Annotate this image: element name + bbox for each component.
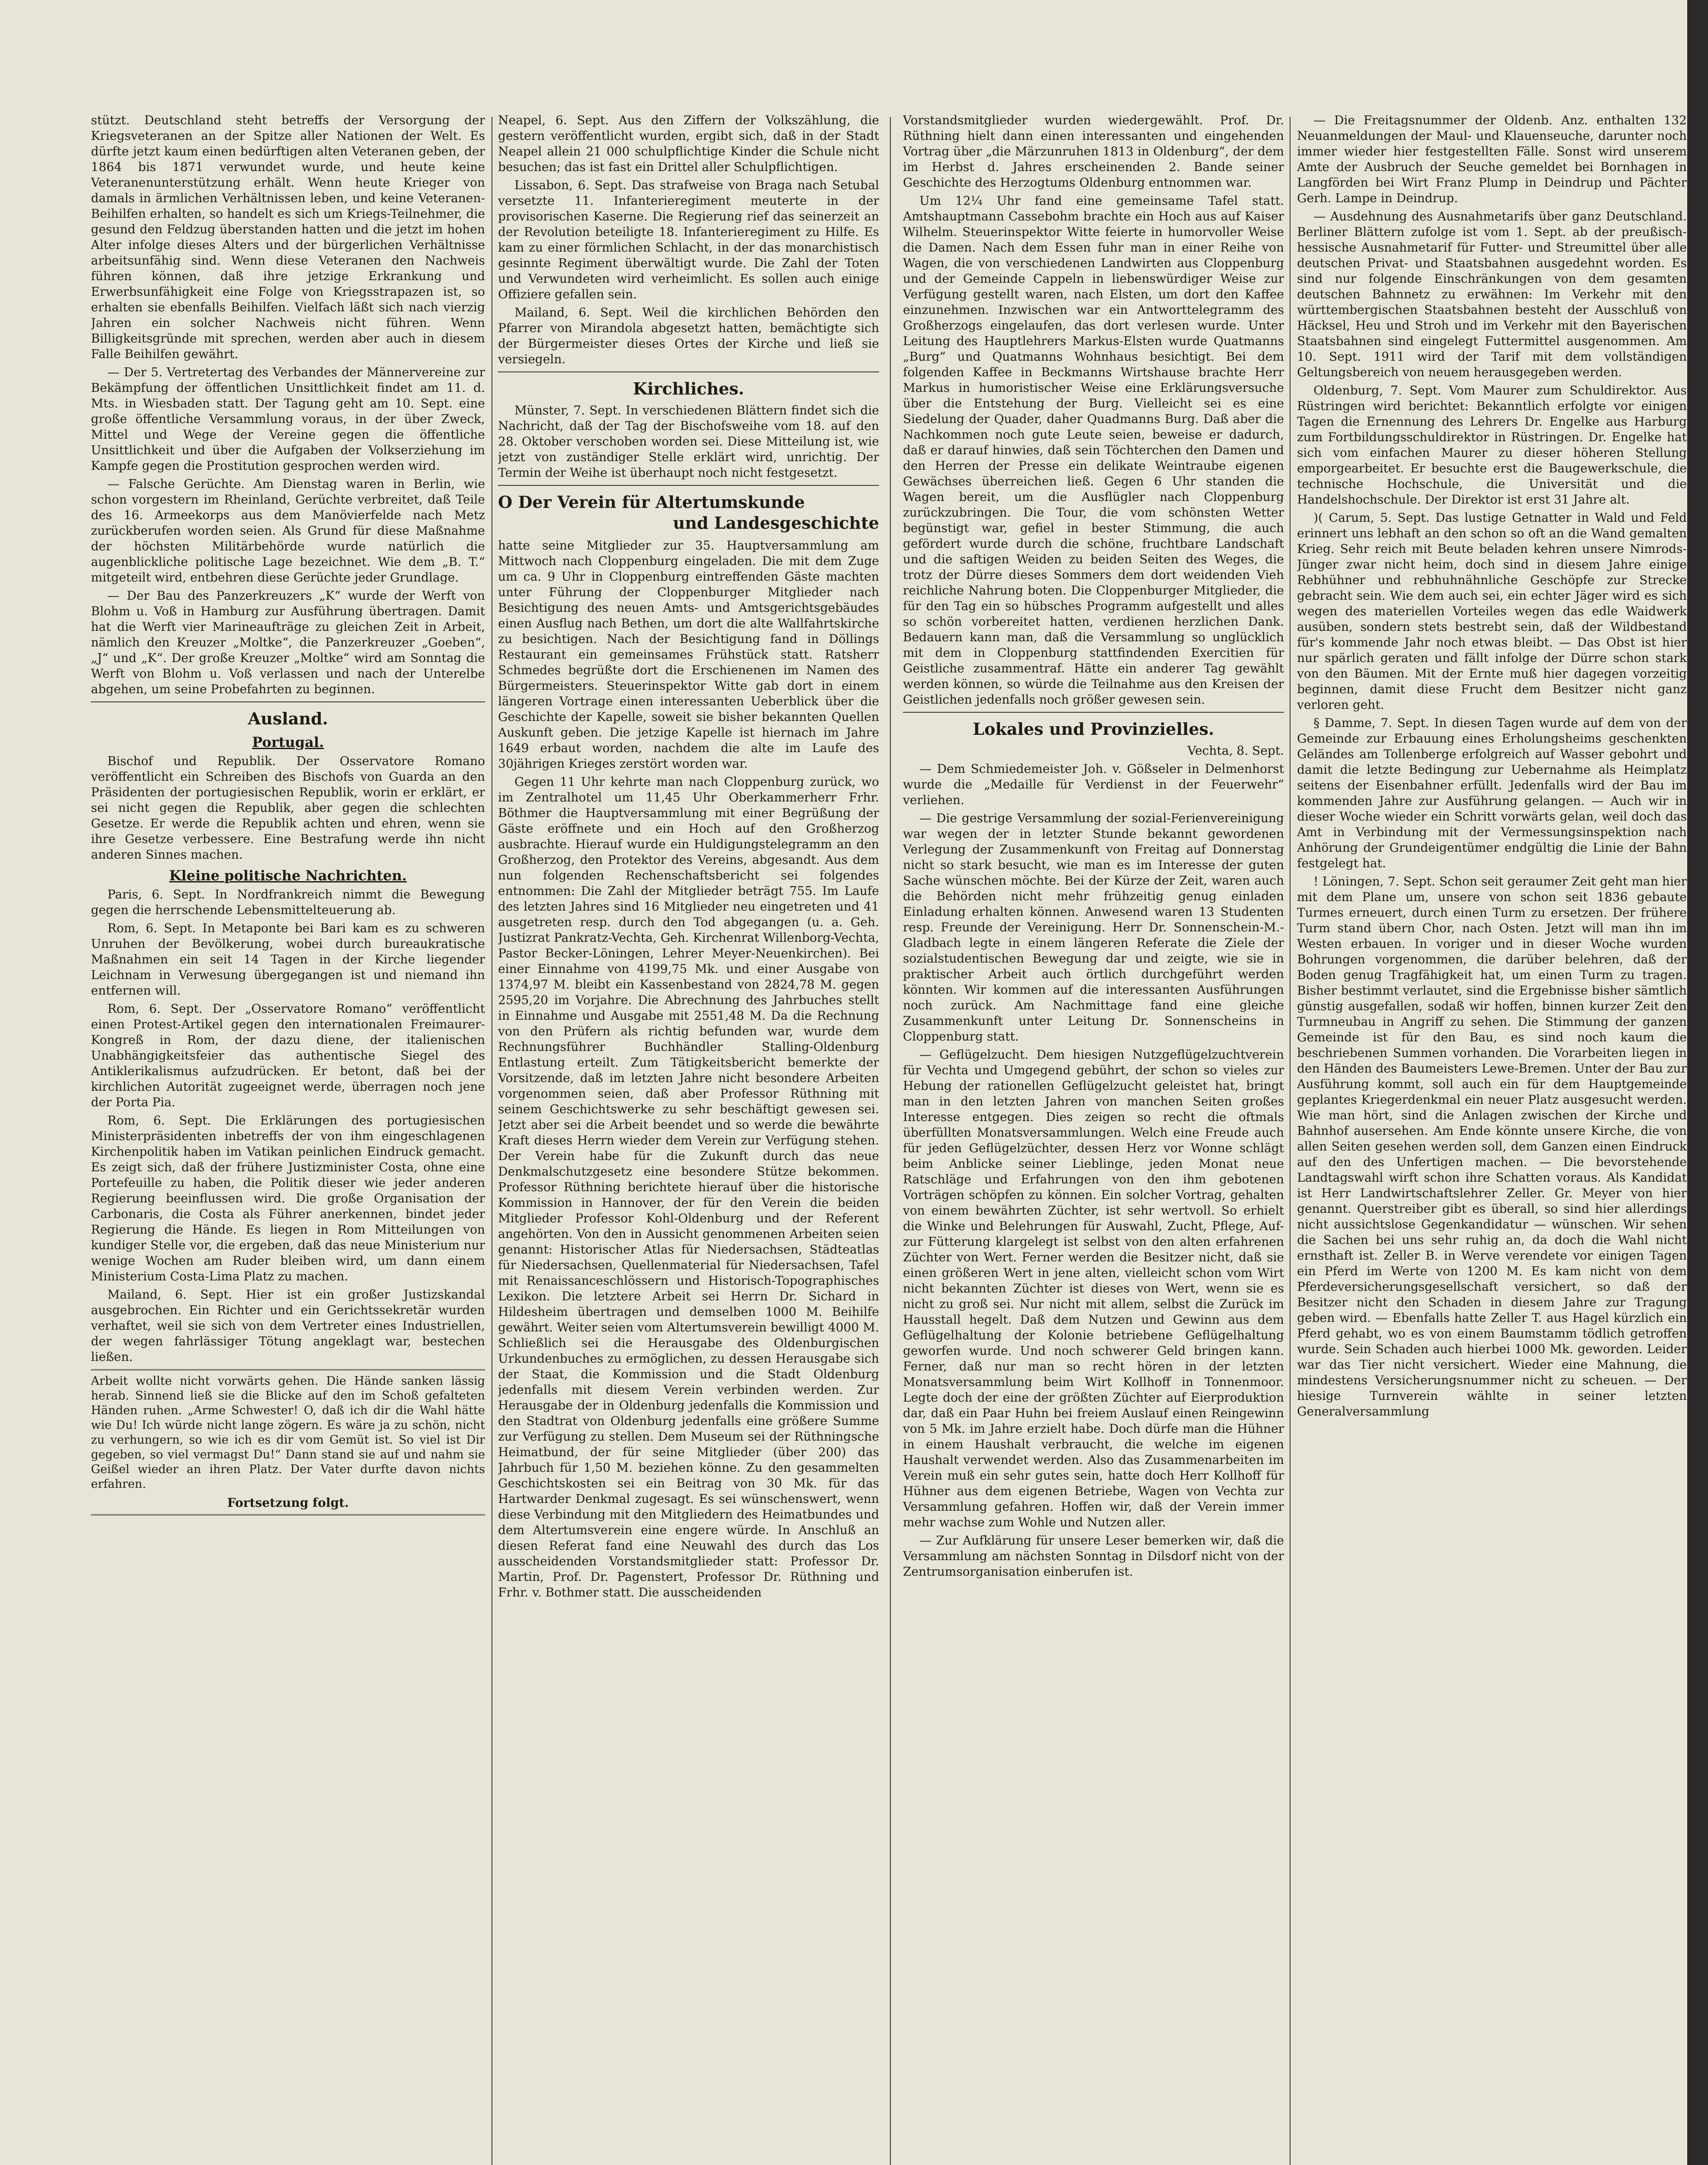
article-paragraph: Rom, 6. Sept. Die Erklärungen des portugiesischen Ministerpräsidenten inbetreffs der von ihm eingeschlagenen Kirchenpolitik haben im Vatikan peinlichen Eindruck gemacht. Es zeigt sich, daß der frühere Justizminister Costa, ohne eine Portefeuille zu haben, die Politik dieser wie jeder anderen Regierung beeinflussen wird. Die große Organisation der Carbonaris, die Costa als Führer anerkennen, bindet jeder Regierung die Hände. Es liegen in Rom Mitteilungen von kundiger Stelle vor, die ergeben, daß das neue Ministerium nur wenige Wochen am Ruder bleiben wird, um dann einem Ministerium Costa-Lima Platz zu machen.	[91, 1113, 485, 1283]
column-rule	[1290, 117, 1291, 2165]
feuilleton-box	[91, 1369, 485, 1516]
column-3	[903, 113, 1284, 2165]
article-paragraph: — Falsche Gerüchte. Am Dienstag waren in Berlin, wie schon vorgestern im Rheinland, Gerüchte verbreitet, daß Teile des 16. Armeekorps aus dem Manövierfelde nach Metz zurückberufen worden seien. Als Grund für diese Maßnahme der höchsten Militärbehörde wurde natürlich die augenblickliche politische Lage bezeichnet. Wie dem „B. T.“ mitgeteilt wird, entbehren diese Gerüchte jeder Grundlage.	[91, 477, 485, 585]
article-paragraph: — Die gestrige Versammlung der sozial-Ferienvereinigung war wegen der in letzter Stunde bekannt gewordenen Verlegung der Zusammenkunft von Freitag auf Donnerstag nicht so stark besucht, wie man es im Interesse der guten Sache wünschen möchte. Bei der Kürze der Zeit, waren auch die Behörden nicht mehr frühzeitig genug einladen Einladung erhalten können. Anwesend waren 13 Studenten resp. Freunde der Vereinigung. Herr Dr. Sonnenschein-M.-Gladbach legte in einem längeren Referate die Ziele der sozialstudentischen Bewegung dar und zeigte, wie sie in praktischer Arbeit auch örtlich durchgeführt werden könnten. Wir kommen auf die interessanten Ausführungen noch zurück. Am Nachmittage fand eine gleiche Zusammenkunft unter Leitung Dr. Sonnenscheins in Cloppenburg statt.	[903, 811, 1284, 1044]
divider	[903, 712, 1284, 713]
article-paragraph: § Damme, 7. Sept. In diesen Tagen wurde auf dem von der Gemeinde zur Erbauung eines Erholungsheims geschenkten Geländes am Tollenberge erfolgreich auf Wasser gebohrt und damit die letzte Bedingung zur Uebernahme als Heimplatz seitens der Eisenbahner erfüllt. Jedenfalls wird der Bau im kommenden Jahre zur Ausführung gelangen. — Auch wir in dieser Woche wieder ein Schritt vorwärts gelan, weil doch das Amt in Verbindung mit der Vermessungsinspektion nach Anhörung der Grundeigentümer endgültig die Linie der Bahn festgelegt hat.	[1297, 716, 1687, 870]
headline-line-2: und Landesgeschichte	[673, 513, 879, 533]
article-paragraph: stützt. Deutschland steht betreffs der Versorgung der Kriegsveteranen an der Spitze aller Nationen der Welt. Es dürfte jetzt kaum einen bedürftigen alten Veteranen geben, der 1864 bis 1871 verwundet wurde, und heute keine Veteranenunterstützung erhält. Wenn heute Krieger von damals in ärmlichen Verhältnissen leben, und keine Veteranen-Beihilfen erhalten, so handelt es sich um Kriegs-Teilnehmer, die gesund den Feldzug überstanden hatten und die jetzt im hohen Alter infolge dieses Alters und der bürgerlichen Verhältnisse arbeitsunfähig sind. Wenn diese Veteranen den Nachweis führen können, daß ihre jetzige Erkrankung und Erwerbsunfähigkeit eine Folge von Kriegsstrapazen ist, so erhalten sie ebenfalls Beihilfen. Vielfach läßt sich nach vierzig Jahren ein solcher Nachweis nicht führen. Wenn Billigkeitsgründe mit sprechen, werden aber auch in diesem Falle Beihilfen gewährt.	[91, 113, 485, 361]
article-paragraph: Neapel, 6. Sept. Aus den Ziffern der Volkszählung, die gestern veröffentlicht wurden, ergibt sich, daß in der Stadt Neapel allein 21 000 schulpflichtige Kinder die Schule nicht besuchen; das ist fast ein Drittel aller Schulpflichtigen.	[498, 113, 879, 174]
divider	[91, 701, 485, 702]
column-4	[1297, 113, 1687, 2165]
section-heading: Lokales und Provinzielles.	[973, 719, 1214, 739]
article-paragraph: — Der Bau des Panzerkreuzers „K“ wurde der Werft von Blohm u. Voß in Hamburg zur Ausführung übertragen. Damit hat die Werft vier Marineaufträge zu gleichen Zeit in Arbeit, nämlich den Kreuzer „Moltke“, die Panzerkreuzer „Goeben“, „J“ und „K“. Der große Kreuzer „Moltke“ wird am Sonntag die Werft von Blohm u. Voß verlassen und nach der Unterelbe abgehen, um seine Probefahrten zu beginnen.	[91, 588, 485, 696]
headline-line-1: O Der Verein für Altertumskunde	[498, 492, 805, 512]
article-paragraph: Gegen 11 Uhr kehrte man nach Cloppenburg zurück, wo im Zentralhotel um 11,45 Uhr Oberkammerherr Frhr. Böthmer die Hauptversammlung mit einer Begrüßung der Gäste eröffnete und ein Hoch auf den Großherzog ausbrachte. Hierauf wurde ein Huldigungstelegramm an den Großherzog, den Protektor des Vereins, abgesandt. Aus dem nun folgenden Rechenschaftsbericht sei folgendes entnommen: Die Zahl der Mitglieder beträgt 755. Im Laufe des letzten Jahres sind 16 Mitglieder neu eingetreten und 41 ausgetreten resp. durch den Tod abgegangen (u. a. Geh. Justizrat Pankratz-Vechta, Geh. Kirchenrat Willenborg-Vechta, Pastor Becker-Löningen, Lehrer Meyer-Neuenkirchen). Bei einer Einnahme von 4199,75 Mk. und einer Ausgabe von 1374,97 M. bleibt ein Kassenbestand von 2824,78 M. gegen 2595,20 im Vorjahre. Die Abrechnung des Jahrbuches stellt in Einnahme und Ausgabe mit 2551,48 M. Da die Rechnung von den Prüfern als richtig befunden war, wurde dem Rechnungsführer Buchhändler Stalling-Oldenburg Entlastung erteilt. Zum Tätigkeitsbericht bemerkte der Vorsitzende, daß im letzten Jahre nicht besondere Arbeiten vorgenommen seien, daß aber Professor Rüthning mit seinem Geschichtswerke zu sehr beschäftigt gewesen sei. Jetzt aber sei die Arbeit beendet und so werde die bewährte Kraft dieses Herrn wieder dem Verein zur Verfügung stehen. Der Verein habe für die Zukunft durch das neue Denkmalschutzgesetz eine besondere Stütze bekommen. Professor Rüthning berichtete hierauf über die historische Kommission in Hannover, der für den Verein die beiden Mitglieder Professor Kohl-Oldenburg und der Referent angehörten. Von den in Aussicht genommenen Arbeiten seien genannt: Historischer Atlas für Niedersachsen, Städteatlas für Niedersachsen, Quellenmaterial für Niedersachsen, Tafel mit Renaissanceschlössern und Historisch-Topographisches Lexikon. Die letztere Arbeit sei Herrn Dr. Sichard in Hildesheim übertragen und demselben 1000 M. Beihilfe gewährt. Weiter seien vom Altertumsverein bewilligt 4000 M. Schließlich sei die Herausgabe des Oldenburgischen Urkundenbuches zu ermöglichen, zu dessen Herausgabe sich der Staat, die Kommission und die Stadt Oldenburg jedenfalls mit diesem Verein verbinden werden. Zur Herausgabe der in Oldenburg jedenfalls die Kommission und den Stadtrat von Oldenburg jedenfalls eine größere Summe zur Verfügung zu stellen. Dem Museum sei der Rüthningsche Heimatbund, der für seine Mitglieder (über 200) das Jahrbuch für 1,50 M. beziehen könne. Zu den gesammelten Geschichtskosten sei ein Beitrag von 30 Mk. für das Hartwarder Denkmal zugesagt. Es sei wünschenswert, wenn diese Verbindung mit den Mitgliedern des Heimatbundes und dem Altertumsverein eine engere würde. In Anschluß an diesen Referat fand eine Neuwahl des durch das Los ausscheidenden Vorstandsmitglieder statt: Professor Dr. Martin, Prof. Dr. Pagenstert, Professor Dr. Rüthning und Frhr. v. Bothmer statt. Die ausscheidenden	[498, 775, 879, 1600]
subsection-heading: Portugal.	[252, 734, 324, 750]
continuation-note: Fortsetzung folgt.	[227, 1496, 349, 1510]
column-1	[91, 113, 485, 2165]
article-paragraph: Bischof und Republik. Der Osservatore Romano veröffentlicht ein Schreiben des Bischofs von Guarda an den Präsidenten der portugiesischen Republik, worin er erklärt, er sei nicht gegen die Republik, aber gegen die schlechten Gesetze. Er werde die Republik achten und ehren, wenn sie ihre Gesetze verbessere. Eine Bestrafung werde ihn nicht anderen Sinnes machen.	[91, 754, 485, 862]
section-heading: Ausland.	[248, 709, 328, 728]
article-paragraph: Oldenburg, 7. Sept. Vom Maurer zum Schuldirektor. Aus Rüstringen wird berichtet: Bekanntlich erfolgte vor einigen Tagen die Ernennung des Lehrers Dr. Engelke aus Harburg zum Fortbildungsschuldirektor in Rüstringen. Dr. Engelke hat sich vom einfachen Maurer zu dieser höheren Stellung emporgearbeitet. Er besuchte erst die Baugewerkschule, die technische Hochschule, die Universität und die Handelshochschule. Der Direktor ist erst 31 Jahre alt.	[1297, 383, 1687, 507]
article-paragraph: Lissabon, 6. Sept. Das strafweise von Braga nach Setubal versetzte 11. Infanterieregiment meuterte in der provisorischen Kaserne. Die Regierung rief das seinerzeit an der Revolution beteiligte 18. Infanterieregiment zu Hilfe. Es kam zu einer förmlichen Schlacht, in der das monarchistisch gesinnte Regiment überwältigt wurde. Die Zahl der Toten und Verwundeten wird verheimlicht. Es sollen auch einige Offiziere gefallen sein.	[498, 178, 879, 301]
column-rule	[890, 117, 891, 2165]
article-paragraph: )( Carum, 5. Sept. Das lustige Getnatter in Wald und Feld erinnert uns lebhaft an den schon so oft an die Wand gemalten Krieg. Sehr reich mit Beute beladen kehren unsere Nimrods-Jünger zwar nicht heim, doch sind in diesem Jahre einige Rebhühner und rebhuhnähnliche Geschöpfe zur Strecke gebracht sein. Wie dem auch sei, ein echter Jäger wird es sich wegen des materiellen Vorteiles wegen das edle Waidwerk ausüben, sondern stets bestrebt sein, daß der Wildbestand für's kommende Jahr noch etwas bleibt. — Das Obst ist hier nur spärlich geraten und fällt infolge der Dürre schon stark von den Bäumen. Mit der Ernte muß hier dagegen vorzeitig beginnen, damit diese Frucht dem Besitzer nicht ganz verloren geht.	[1297, 511, 1687, 712]
article-paragraph: Rom, 6. Sept. Der „Osservatore Romano“ veröffentlicht einen Protest-Artikel gegen den internationalen Freimaurer-Kongreß in Rom, der dazu diene, der italienischen Unabhängigkeitsfeier das authentische Siegel des Antiklerikalismus aufzudrücken. Er betont, daß bei der kirchlichen Autorität zugeeignet werde, überragen noch jene der Porta Pia.	[91, 1002, 485, 1109]
article-paragraph: Paris, 6. Sept. In Nordfrankreich nimmt die Bewegung gegen die herrschende Lebensmittelteuerung ab.	[91, 887, 485, 917]
article-paragraph: Vorstandsmitglieder wurden wiedergewählt. Prof. Dr. Rüthning hielt dann einen interessanten und eingehenden Vortrag über „die Märzunruhen 1813 in Oldenburg“, der dem im Herbst d. Jahres erscheinenden 2. Bande seiner Geschichte des Herzogtums Oldenburg entnommen war.	[903, 113, 1284, 190]
article-paragraph: — Geflügelzucht. Dem hiesigen Nutzgeflügelzuchtverein für Vechta und Umgegend gebührt, der schon so vieles zur Hebung der rationellen Geflügelzucht geleistet hat, bringt man in den letzten Jahren von manchen Seiten großes Interesse entgegen. Dies zeigen so recht die oftmals überfüllten Monatsversammlungen. Welch eine Freude auch für jeden Geflügelzüchter, dessen Herz vor Wonne schlägt beim Anblicke seiner Lieblinge, jeden Monat neue Ratschläge und Erfahrungen von den ihm gebotenen Vorträgen schöpfen zu können. Ein solcher Vortrag, gehalten von einem bewährten Züchter, ist sehr wertvoll. So erhielt die Winke und Belehrungen für Auswahl, Zucht, Pflege, Auf- zur Fütterung klargelegt ist selbst von den alten erfahrenen Züchter von Wert. Ferner werden die Besitzer nicht, daß sie einen größeren Wert in jene alten, vielleicht schon vom Wirt nicht bekannten Züchter ist dieses von Wert, wenn sie es nicht zu groß sei. Nur nicht mit allem, selbst die Zurück im Hausstall hegelt. Daß dem Nutzen und Gewinn aus dem Geflügelhaltung der Kolonie betriebene Geflügelhaltung geworfen wurde. Und noch schwerer Geld bringen kann. Ferner, daß nur man so recht hören in der letzten Monatsversammlung beim Wirt Kollhoff in Tonnenmoor. Legte doch der eine der größten Züchter auf Eierproduktion dar, daß ein Paar Huhn bei freiem Auslauf einen Reingewinn von 5 Mk. im Jahre erzielt habe. Doch dürfe man die Hühner in einem Haushalt verbraucht, die welche im eigenen Haushalt verwendet werden. Also das Zusammenarbeiten im Verein muß ein sehr gutes sein, hatte doch Herr Kollhoff für Hühner aus dem eigenen Betriebe, Wagen von Vechta zur Versammlung gefahren. Hoffen wir, daß der Verein immer mehr wachse zum Wohle und Nutzen aller.	[903, 1047, 1284, 1529]
article-paragraph: — Die Freitagsnummer der Oldenb. Anz. enthalten 132 Neuanmeldungen der Maul- und Klauenseuche, darunter noch immer wieder hier festgestellten Fälle. Sonst wird unserem Amte der Ausbruch der Seuche gemeldet bei Bornhagen in Langförden bei Wirt Franz Plump in Deindrup und Pächter Gerh. Lampe in Deindrup.	[1297, 113, 1687, 205]
article-paragraph: ! Löningen, 7. Sept. Schon seit geraumer Zeit geht man hier mit dem Plane um, unsere von schon seit 1836 gebaute Turmes erneuert, durch einen Turm zu ersetzen. Der frühere Turm stand übern Chor, nach Osten. Jetzt will man ihn im Westen erbauen. In voriger und in dieser Woche wurden Bohrungen vorgenommen, die darüber belehren, daß der Boden genug Tragfähigkeit hat, um einen Turm zu tragen. Bisher bestimmt verlautet, sind die Ergebnisse bisher sämtlich günstig ausgefallen, sodaß wir hoffen, binnen kurzer Zeit den Turmneubau in Angriff zu sehen. Die Stimmung der ganzen Gemeinde ist für den Bau, es sind noch kaum die beschriebenen Summen vorhanden. Die Vorarbeiten liegen in den Händen des Baumeisters Lewe-Bremen. Unter der Bau zur Ausführung kommt, soll auch ein für dem Hauptgemeinde geplantes Kriegerdenkmal ein neuer Platz ausgesucht werden. Wie man hört, sind die Anlagen zwischen der Kirche und Bahnhof ausersehen. Am Ende könnte unsere Kirche, die von allen Seiten gesehen werden soll, dem Ganzen einen Eindruck auf den des Unfertigen machen. — Die bevorstehende Landtagswahl wirft schon ihre Schatten voraus. Als Kandidat ist Herr Landwirtschaftslehrer Zeller. Gr. Meyer von hier genannt. Querstreiber gibt es überall, so sind hier allerdings nicht aussichtslose Gegenkandidatur — wünschen. Wir sehen die Sachen bei uns sehr ruhig an, da doch die Wahl nicht ernsthaft ist. Zeller B. in Werve verendete vor einigen Tagen ein Pferd im Werte von 1200 M. Es kam nicht von dem Pferdeversicherungsgesellschaft versichert, so daß der Besitzer nicht den Schaden in diesem Jahre zur Tragung geben wird. — Ebenfalls hatte Zeller T. aus Hagel kürzlich ein Pferd gehabt, wo es von einem Baumstamm tödlich getroffen wurde. Sein Schaden auch hierbei 1000 Mk. geworden. Leider war das Tier nicht versichert. Wieder eine Mahnung, die mindestens Versicherungsnummer nicht zu scheuen. — Der hiesige Turnverein wählte in seiner letzten Generalversammlung	[1297, 874, 1687, 1419]
subsection-heading: Kleine politische Nachrichten.	[169, 867, 407, 884]
article-paragraph: Mailand, 6. Sept. Weil die kirchlichen Behörden den Pfarrer von Mirandola abgesetzt hatten, bemächtigte sich der Bürgermeister dieses Ortes der Kirche und ließ sie versiegeln.	[498, 305, 879, 366]
scan-edge	[1687, 0, 1708, 2165]
divider	[498, 485, 879, 486]
article-paragraph: Um 12¼ Uhr fand eine gemeinsame Tafel statt. Amtshauptmann Cassebohm brachte ein Hoch aus auf Kaiser Wilhelm. Steuerinspektor Witte feierte in humorvoller Weise die Damen. Nach dem Essen fuhr man in einer Reihe von Wagen, die von verschiedenen Landwirten aus Cloppenburg und der Gemeinde Cappeln in liebenswürdiger Weise zur Verfügung gestellt waren, nach Elsten, um dort den Kaffee einzunehmen. Inzwischen war ein Antworttelegramm des Großherzogs eingelaufen, das dort verlesen wurde. Unter Leitung des Hauptlehrers Markus-Elsten wurde Quatmanns „Burg“ und Quatmanns Wohnhaus besichtigt. Bei dem folgenden Kaffee in Beckmanns Wirtshause brachte Herr Markus in humoristischer Weise eine Erklärungsversuche über die Entstehung der Burg. Vielleicht sei es eine Siedelung der Quader, daher Quadmanns Burg. Daß aber die Nachkommen noch gute Leute seien, beweise er dadurch, daß er darauf hinwies, daß sein Töchterchen den Damen und den Herren der Presse ein delikate Weintraube eigenen Gewächses überreichen ließ. Gegen 6 Uhr standen die Wagen bereit, um die Ausflügler nach Cloppenburg zurückzubringen. Die Tour, die vom schönsten Wetter begünstigt war, gefiel in bester Stimmung, die auch gefördert wurde durch die schöne, fruchtbare Landschaft und die saftigen Weiden zu beiden Seiten des Weges, die trotz der Dürre dieses Sommers dem dort weidenden Vieh reichliche Nahrung boten. Die Cloppenburger Mitglieder, die für den Tag ein so hübsches Programm aufgestellt und alles so schön vorbereitet hatten, verdienen herzlichen Dank. Bedauern kann man, daß die Versammlung so unglücklich mit dem in Cloppenburg stattfindenden Exercitien für Geistliche zusammentraf. Hätte ein anderer Tag gewählt werden können, so würde die Teilnahme aus den Kreisen der Geistlichen jedenfalls noch größer gewesen sein.	[903, 194, 1284, 707]
article-paragraph: hatte seine Mitglieder zur 35. Hauptversammlung am Mittwoch nach Cloppenburg eingeladen. Die mit dem Zuge um ca. 9 Uhr in Cloppenburg eintreffenden Gäste machten unter Führung der Cloppenburger Mitglieder nach Besichtigung des neuen Amts- und Amtsgerichtsgebäudes einen Ausflug nach Bethen, um dort die alte Wallfahrtskirche zu besichtigen. Nach der Besichtigung fand in Döllings Restaurant ein gemeinsames Frühstück statt. Ratsherr Schmedes begrüßte dort die Erschienenen im Namen des Bürgermeisters. Steuerinspektor Witte gab dort in einem längeren Vortrage einen interessanten Ueberblick über die Geschichte der Kapelle, soweit sie bisher bekannten Quellen Auskunft geben. Die jetzige Kapelle ist hiernach im Jahre 1649 erbaut worden, nachdem die alte im Laufe des 30jährigen Krieges zerstört worden war.	[498, 538, 879, 771]
article-paragraph: Münster, 7. Sept. In verschiedenen Blättern findet sich die Nachricht, daß der Tag der Bischofsweihe vom 18. auf den 28. Oktober verschoben worden sei. Diese Mitteilung ist, wie jetzt von zuständiger Stelle erklärt wird, unrichtig. Der Termin der Weihe ist überhaupt noch nicht festgesetzt.	[498, 403, 879, 480]
newspaper-page	[65, 65, 1687, 2165]
article-paragraph: Rom, 6. Sept. In Metaponte bei Bari kam es zu schweren Unruhen der Bevölkerung, wobei durch bureaukratische Maßnahmen ein seit 14 Tagen in der Kirche liegender Leichnam in Verwesung übergegangen ist und niemand ihn entfernen will.	[91, 921, 485, 998]
article-paragraph: — Dem Schmiedemeister Joh. v. Gößseler in Delmenhorst wurde die „Medaille für Verdienst in der Feuerwehr“ verliehen.	[903, 762, 1284, 807]
article-headline	[498, 492, 879, 533]
section-heading: Kirchliches.	[633, 379, 744, 398]
article-paragraph: Mailand, 6. Sept. Hier ist ein großer Justizskandal ausgebrochen. Ein Richter und ein Gerichtssekretär wurden verhaftet, weil sie sich von dem Vertreter eines Industriellen, der wegen fahrlässiger Tötung angeklagt war, bestechen ließen.	[91, 1287, 485, 1364]
article-paragraph: — Ausdehnung des Ausnahmetarifs über ganz Deutschland. Berliner Blättern zufolge ist vom 1. Sept. ab der preußisch-hessische Ausnahmetarif für Futter- und Streumittel über alle deutschen Privat- und Staatsbahnen ausgedehnt worden. Es sind nur folgende Einschränkungen von dem gesamten deutschen Bahnnetz zu erwähnen: Im Verkehr mit den württembergischen Staatsbahnen besteht der Ausschluß von Häcksel, Heu und Stroh und im Verkehr mit den Bayerischen Staatsbahnen sind eingelegt Futtermittel ausgenommen. Am 10. Sept. 1911 wird der Tarif mit dem vollständigen Geltungsbereich von neuem herausgegeben werden.	[1297, 209, 1687, 379]
dateline: Vechta, 8. Sept.	[1187, 743, 1284, 758]
column-2	[498, 113, 879, 2165]
article-paragraph: — Der 5. Vertretertag des Verbandes der Männervereine zur Bekämpfung der öffentlichen Unsittlichkeit findet am 11. d. Mts. in Wiesbaden statt. Der Tagung geht am 10. Sept. eine große öffentliche Versammlung voraus, in der über Zweck, Mittel und Wege der Vereine gegen die öffentliche Unsittlichkeit und über die Aufgaben der Volkserziehung im Kampfe gegen die Prostitution gesprochen werden wird.	[91, 365, 485, 473]
article-paragraph: — Zur Aufklärung für unsere Leser bemerken wir, daß die Versammlung am nächsten Sonntag in Dilsdorf nicht von der Zentrumsorganisation einberufen ist.	[903, 1533, 1284, 1579]
feuilleton-text: Arbeit wollte nicht vorwärts gehen. Die Hände sanken lässig herab. Sinnend ließ sie die Blicke auf den im Schoß gefalteten Händen ruhen. „Arme Schwester! O, daß ich dir die Wahl hätte wie Du! Ich würde nicht lange zögern. Es wäre ja zu schön, nicht zu verhungern, so wie ich es dir vom Gemüt ist. So viel ist Dir gegeben, so viel vermagst Du!“ Dann stand sie auf und nahm sie Geißel wieder an ihren Platz. Der Vater durfte davon nichts erfahren.	[91, 1374, 485, 1491]
